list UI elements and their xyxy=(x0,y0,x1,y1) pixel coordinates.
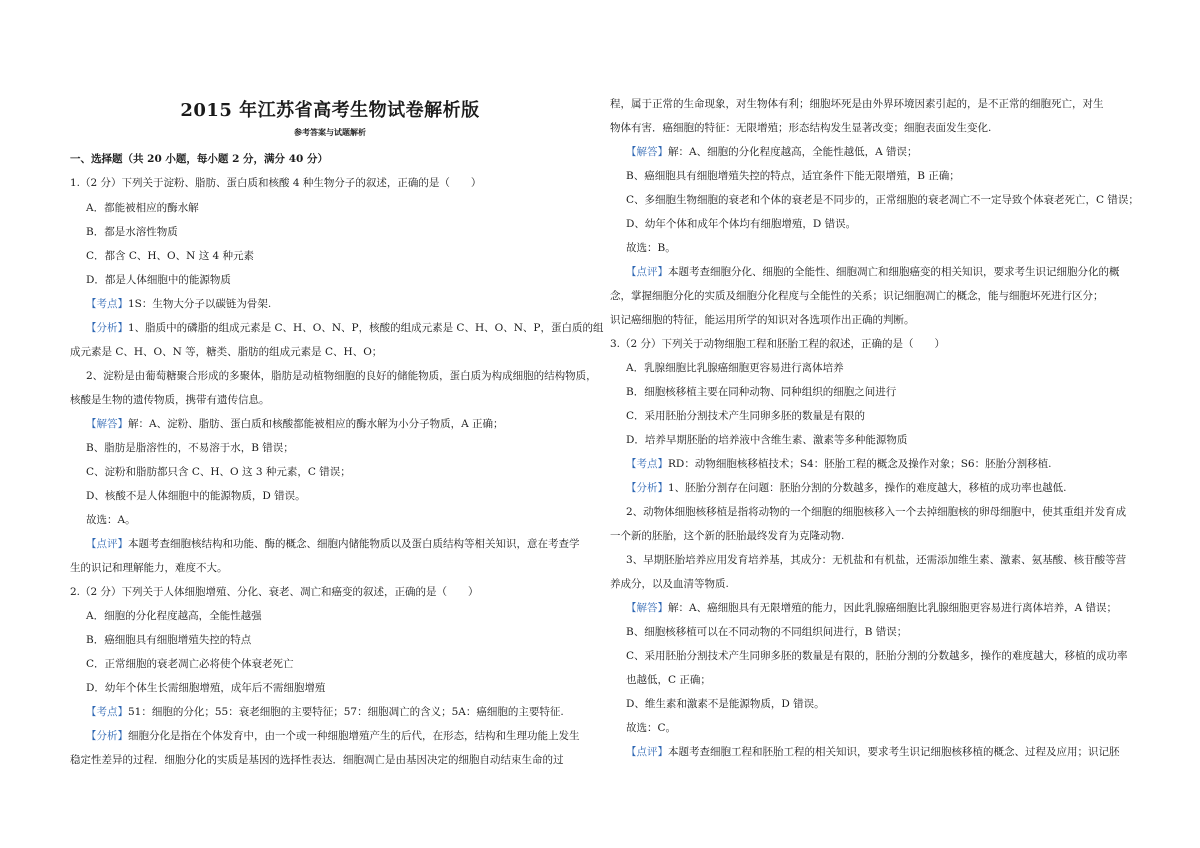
q3-jieda-text: 解：A、癌细胞具有无限增殖的能力，因此乳腺癌细胞比乳腺细胞更容易进行离体培养，A 错误； xyxy=(668,602,1118,614)
q1-jieda-text: 解：A、淀粉、脂肪、蛋白质和核酸都能被相应的酶水解为小分子物质，A 正确； xyxy=(128,418,504,430)
q2-kaodian-text: 51：细胞的分化；55：衰老细胞的主要特征；57：细胞凋亡的含义；5A：癌细胞的主要特征. xyxy=(128,706,564,718)
q2-jieda-line: C、多细胞生物细胞的衰老和个体的衰老是不同步的，正常细胞的衰老凋亡不一定导致个体衰老死亡，C 错误； xyxy=(626,194,1139,206)
q3-jieda-line: D、维生素和激素不是能源物质，D 错误。 xyxy=(626,698,825,710)
q2-kaodian xyxy=(86,705,564,719)
q3-fenxi-line: 3、早期胚胎培养应用发育培养基，其成分：无机盐和有机盐，还需添加维生素、激素、氨基酸、核苷酸等营 xyxy=(626,554,1127,566)
q3-jieda-line: B、细胞核移植可以在不同动物的不同组织间进行，B 错误； xyxy=(626,626,908,638)
q3-jieda xyxy=(626,601,1117,615)
question-1-option-c: C．都含 C、H、O、N 这 4 种元素 xyxy=(86,250,255,262)
doc-subtitle: 参考答案与试题解析 xyxy=(294,127,366,137)
question-2-option-a: A．细胞的分化程度越高，全能性越强 xyxy=(86,610,262,622)
question-1-option-d: D．都是人体细胞中的能源物质 xyxy=(86,274,231,286)
q1-answer: 故选：A。 xyxy=(86,514,136,526)
q1-fenxi-line: 核酸是生物的遗传物质，携带有遗传信息。 xyxy=(70,394,270,406)
q2-jieda-text: 解：A、细胞的分化程度越高，全能性越低，A 错误； xyxy=(668,146,918,158)
q2-answer: 故选：B。 xyxy=(626,242,676,254)
q1-fenxi-text: 1、脂质中的磷脂的组成元素是 C、H、O、N、P，核酸的组成元素是 C、H、O、N、P，蛋白质的组 xyxy=(128,322,604,334)
q1-jieda xyxy=(86,417,504,431)
q2-dianping xyxy=(626,265,1120,279)
doc-title: 2015 年江苏省高考生物试卷解析版 xyxy=(180,100,480,121)
q2-fenxi-line: 稳定性差异的过程．细胞分化的实质是基因的选择性表达．细胞凋亡是由基因决定的细胞自动结束生命的过 xyxy=(70,754,564,766)
q3-fenxi-text: 1、胚胎分割存在问题：胚胎分割的分数越多，操作的难度越大，移植的成功率也越低. xyxy=(668,482,1067,494)
question-1-stem: 1.（2 分）下列关于淀粉、脂肪、蛋白质和核酸 4 种生物分子的叙述，正确的是（ ） xyxy=(70,177,482,189)
q3-answer: 故选：C。 xyxy=(626,722,677,734)
q2-jieda-line: D、幼年个体和成年个体均有细胞增殖，D 错误。 xyxy=(626,218,857,230)
tag-jieda: 【解答】 xyxy=(626,146,668,158)
question-3-option-c: C．采用胚胎分割技术产生同卵多胚的数量是有限的 xyxy=(626,410,866,422)
q1-fenxi xyxy=(86,321,603,335)
q3-fenxi-line: 养成分，以及血清等物质. xyxy=(610,578,729,590)
question-1-option-b: B．都是水溶性物质 xyxy=(86,226,178,238)
q3-kaodian-text: RD：动物细胞核移植技术；S4：胚胎工程的概念及操作对象；S6：胚胎分割移植. xyxy=(668,458,1052,470)
q2-fenxi-text: 细胞分化是指在个体发育中，由一个或一种细胞增殖产生的后代，在形态，结构和生理功能上发生 xyxy=(128,730,580,742)
q2-fenxi xyxy=(86,729,580,743)
q3-kaodian xyxy=(626,457,1051,471)
q1-kaodian-text: 1S：生物大分子以碳链为骨架. xyxy=(128,298,272,310)
q3-fenxi-line: 一个新的胚胎，这个新的胚胎最终发育为克隆动物. xyxy=(610,530,845,542)
q2-dianping-text: 本题考查细胞分化、细胞的全能性、细胞凋亡和细胞癌变的相关知识，要求考生识记细胞分化的概 xyxy=(668,266,1120,278)
question-3-option-d: D．培养早期胚胎的培养液中含维生素、激素等多种能源物质 xyxy=(626,434,908,446)
tag-kaodian: 【考点】 xyxy=(86,706,128,718)
q2-dianping-line: 识记癌细胞的特征，能运用所学的知识对各选项作出正确的判断。 xyxy=(610,314,915,326)
q2-jieda xyxy=(626,145,918,159)
q2-fenxi-line: 物体有害．癌细胞的特征：无限增殖；形态结构发生显著改变；细胞表面发生变化. xyxy=(610,122,992,134)
question-2-option-d: D．幼年个体生长需细胞增殖，成年后不需细胞增殖 xyxy=(86,682,326,694)
tag-fenxi: 【分析】 xyxy=(86,322,128,334)
q1-dianping-text: 本题考查细胞核结构和功能、酶的概念、细胞内储能物质以及蛋白质结构等相关知识，意在考查学 xyxy=(128,538,580,550)
q1-fenxi-line: 2、淀粉是由葡萄糖聚合形成的多聚体，脂肪是动植物细胞的良好的储能物质，蛋白质为构成细胞的结构物质， xyxy=(86,370,597,382)
q3-fenxi xyxy=(626,481,1067,495)
question-1-option-a: A．都能被相应的酶水解 xyxy=(86,202,199,214)
q2-dianping-line: 念，掌握细胞分化的实质及细胞分化程度与全能性的关系；识记细胞凋亡的概念，能与细胞坏死进行区分； xyxy=(610,290,1104,302)
tag-dianping: 【点评】 xyxy=(626,266,668,278)
tag-jieda: 【解答】 xyxy=(626,602,668,614)
q3-jieda-line: 也越低，C 正确； xyxy=(626,674,711,686)
q1-dianping-line: 生的识记和理解能力，难度不大。 xyxy=(70,562,228,574)
tag-fenxi: 【分析】 xyxy=(86,730,128,742)
question-2-option-b: B．癌细胞具有细胞增殖失控的特点 xyxy=(86,634,252,646)
tag-fenxi: 【分析】 xyxy=(626,482,668,494)
tag-jieda: 【解答】 xyxy=(86,418,128,430)
q1-jieda-line: C、淀粉和脂肪都只含 C、H、O 这 3 种元素，C 错误； xyxy=(86,466,351,478)
q2-jieda-line: B、癌细胞具有细胞增殖失控的特点，适宜条件下能无限增殖，B 正确； xyxy=(626,170,960,182)
question-3-stem: 3.（2 分）下列关于动物细胞工程和胚胎工程的叙述，正确的是（ ） xyxy=(610,338,946,350)
question-2-option-c: C．正常细胞的衰老凋亡必将使个体衰老死亡 xyxy=(86,658,294,670)
question-2-stem: 2.（2 分）下列关于人体细胞增殖、分化、衰老、凋亡和癌变的叙述，正确的是（ ） xyxy=(70,586,479,598)
q1-dianping xyxy=(86,537,580,551)
section-heading: 一、选择题（共 20 小题，每小题 2 分，满分 40 分） xyxy=(70,153,328,165)
q2-fenxi-line: 程，属于正常的生命现象，对生物体有利；细胞坏死是由外界环境因素引起的，是不正常的细胞死亡，对生 xyxy=(610,98,1104,110)
question-3-option-b: B．细胞核移植主要在同种动物、同种组织的细胞之间进行 xyxy=(626,386,897,398)
q1-jieda-line: B、脂肪是脂溶性的，不易溶于水，B 错误； xyxy=(86,442,294,454)
tag-dianping: 【点评】 xyxy=(86,538,128,550)
q3-dianping-text: 本题考查细胞工程和胚胎工程的相关知识，要求考生识记细胞核移植的概念、过程及应用；识记胚 xyxy=(668,746,1120,758)
q1-fenxi-line: 成元素是 C、H、O、N 等，糖类、脂肪的组成元素是 C、H、O； xyxy=(70,346,383,358)
tag-kaodian: 【考点】 xyxy=(86,298,128,310)
q3-dianping xyxy=(626,745,1120,759)
question-3-option-a: A．乳腺细胞比乳腺癌细胞更容易进行离体培养 xyxy=(626,362,844,374)
q1-kaodian xyxy=(86,297,271,311)
q3-jieda-line: C、采用胚胎分割技术产生同卵多胚的数量是有限的，胚胎分割的分数越多，操作的难度越大，移植的成功率 xyxy=(626,650,1128,662)
tag-kaodian: 【考点】 xyxy=(626,458,668,470)
q3-fenxi-line: 2、动物体细胞核移植是指将动物的一个细胞的细胞核移入一个去掉细胞核的卵母细胞中，使其重组并发育成 xyxy=(626,506,1127,518)
tag-dianping: 【点评】 xyxy=(626,746,668,758)
q1-jieda-line: D、核酸不是人体细胞中的能源物质，D 错误。 xyxy=(86,490,306,502)
